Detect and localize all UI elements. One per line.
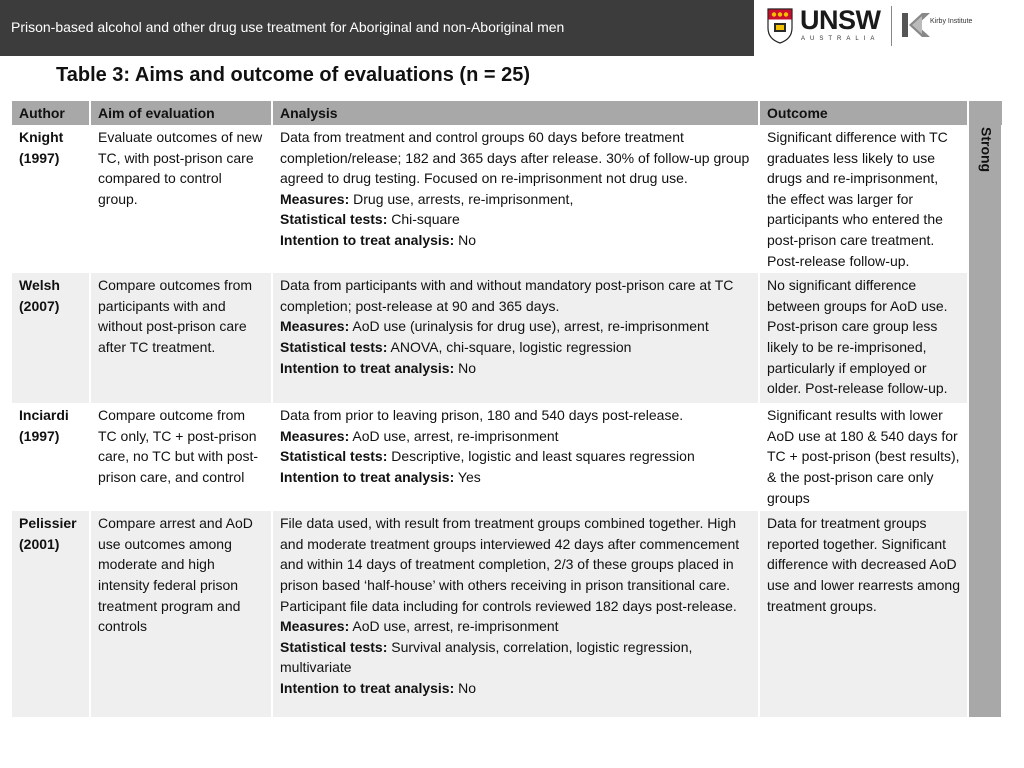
- rating-cell: [968, 125, 1002, 717]
- outcome-cell: Data for treatment groups reported together. Significant difference with decreased AoD use and lower rearrests among treatment groups.: [759, 511, 968, 717]
- stats-label: Statistical tests:: [280, 338, 388, 355]
- measures-label: Measures:: [280, 190, 350, 207]
- column-header-aim: Aim of evaluation: [90, 101, 272, 125]
- itt-label: Intention to treat analysis:: [280, 359, 455, 376]
- header-bar: [0, 0, 1024, 56]
- column-header-rating: [968, 101, 1002, 125]
- analysis-text: File data used, with result from treatment groups combined together. High and moderate treatment groups interviewed 42 days after commencement and within 14 days of treatment completion, 2/3 of these groups placed in prison based ‘half-house’ with others receiving in prison transitional care. Participant file data including for controls reviewed 182 days post-release.: [280, 515, 740, 614]
- analysis-cell: [272, 273, 759, 403]
- unsw-crest-icon: [767, 8, 793, 44]
- table-row: [12, 273, 1002, 403]
- author-cell: Inciardi (1997): [12, 403, 90, 511]
- outcome-cell: No significant difference between groups for AoD use. Post-prison care group less likely to be re-imprisoned, particularly if employed or older. Post-release follow-up.: [759, 273, 968, 403]
- itt-value: No: [454, 679, 477, 696]
- outcome-cell: Significant results with lower AoD use at 180 & 540 days for TC + post-prison (best results), & the post-prison care only groups: [759, 403, 968, 511]
- table-header-row: [12, 101, 1002, 125]
- author-cell: Knight (1997): [12, 125, 90, 273]
- analysis-text: Data from prior to leaving prison, 180 and 540 days post-release.: [280, 407, 684, 424]
- analysis-cell: [272, 125, 759, 273]
- unsw-wordmark: UNSW: [800, 5, 881, 35]
- unsw-subtitle: AUSTRALIA: [801, 36, 880, 42]
- stats-value: Descriptive, logistic and least squares regression: [387, 448, 695, 465]
- measures-value: AoD use (urinalysis for drug use), arrest, re-imprisonment: [349, 318, 709, 335]
- measures-label: Measures:: [280, 618, 350, 635]
- itt-label: Intention to treat analysis:: [280, 231, 455, 248]
- column-header-outcome: Outcome: [759, 101, 968, 125]
- stats-value: ANOVA, chi-square, logistic regression: [387, 338, 632, 355]
- measures-value: AoD use, arrest, re-imprisonment: [349, 427, 559, 444]
- stats-value: Survival analysis, correlation, logistic regression, multivariate: [280, 638, 693, 676]
- stats-label: Statistical tests:: [280, 638, 388, 655]
- analysis-text: Data from treatment and control groups 60 days before treatment completion/release; 182 and 365 days after release. 30% of follow-up group agreed to drug testing. Focused on re-imprisonment not drug use.: [280, 129, 750, 187]
- outcome-cell: Significant difference with TC graduates less likely to use drugs and re-imprisonment, the effect was larger for participants who entered the post-prison care treatment. Post-release follow-up.: [759, 125, 968, 273]
- column-header-analysis: Analysis: [272, 101, 759, 125]
- itt-label: Intention to treat analysis:: [280, 679, 455, 696]
- table-row: [12, 511, 1002, 717]
- measures-label: Measures:: [280, 318, 350, 335]
- stats-value: Chi-square: [387, 211, 460, 228]
- analysis-cell: [272, 511, 759, 717]
- analysis-cell: [272, 403, 759, 511]
- table-row: [12, 403, 1002, 511]
- aim-cell: Compare arrest and AoD use outcomes among moderate and high intensity federal prison treatment program and controls: [90, 511, 272, 717]
- stats-label: Statistical tests:: [280, 448, 388, 465]
- aim-cell: Compare outcome from TC only, TC + post-prison care, no TC but with post-prison care, and control: [90, 403, 272, 511]
- itt-label: Intention to treat analysis:: [280, 468, 455, 485]
- evaluations-table: [12, 101, 1003, 717]
- itt-value: No: [454, 359, 477, 376]
- aim-cell: Evaluate outcomes of new TC, with post-prison care compared to control group.: [90, 125, 272, 273]
- measures-value: AoD use, arrest, re-imprisonment: [349, 618, 559, 635]
- author-cell: Pelissier (2001): [12, 511, 90, 717]
- logo-area: [754, 0, 1024, 56]
- measures-value: Drug use, arrests, re-imprisonment,: [349, 190, 574, 207]
- author-cell: Welsh (2007): [12, 273, 90, 403]
- presentation-title: Prison-based alcohol and other drug use treatment for Aboriginal and non-Aboriginal men: [11, 19, 565, 35]
- analysis-text: Data from participants with and without mandatory post-prison care at TC completion; post-release at 90 and 365 days.: [280, 277, 734, 314]
- logo-divider: [891, 6, 892, 46]
- table-row: [12, 125, 1002, 273]
- measures-label: Measures:: [280, 427, 350, 444]
- kirby-logo-text: Kirby Institute: [930, 18, 973, 25]
- stats-label: Statistical tests:: [280, 211, 388, 228]
- table-title: Table 3: Aims and outcome of evaluations (n = 25): [56, 64, 530, 86]
- rating-label: Strong: [978, 127, 995, 173]
- itt-value: No: [454, 231, 477, 248]
- aim-cell: Compare outcomes from participants with and without post-prison care after TC treatment.: [90, 273, 272, 403]
- itt-value: Yes: [454, 468, 481, 485]
- column-header-author: Author: [12, 101, 90, 125]
- kirby-logo-icon: [900, 10, 934, 40]
